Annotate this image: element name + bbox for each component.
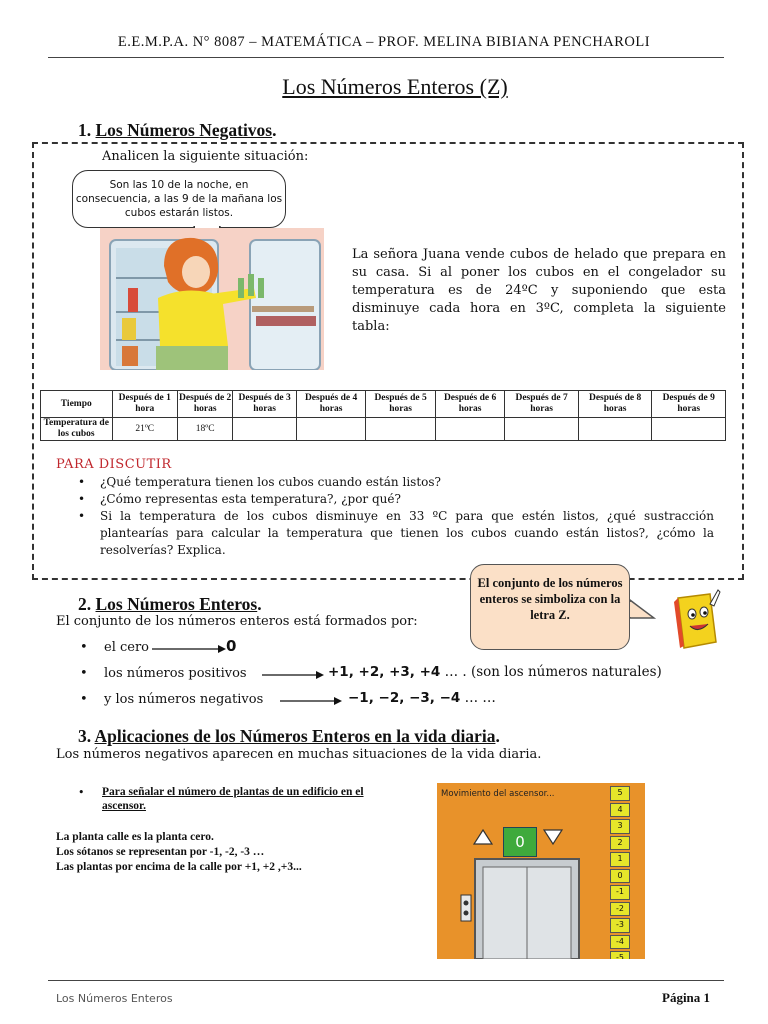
arrow-icon [152,642,226,656]
section-2-intro: El conjunto de los números enteros está formados por: [56,614,418,629]
table-cell [435,418,505,441]
table-cell: 21ºC [112,418,177,441]
elevator-display: 0 [503,827,537,857]
list-item: • [78,786,85,799]
list-item: • Si la temperatura de los cubos disminuye en 33 ºC para que estén listos, ¿qué sustracción plantearías para calcular la temperatura que tienen los cubos cuando están listos?, ¿cómo la resolverías? Explica. [74,508,714,559]
page-title: Los Números Enteros (Z) [282,74,508,99]
integer-type-value: +1, +2, +3, +4 [328,664,441,680]
section-3-heading: 3. Aplicaciones de los Números Enteros en la vida diaria. [78,726,500,746]
floor-button[interactable]: -3 [610,918,630,933]
table-cell [652,418,726,441]
table-header-cell: Después de 6 horas [435,391,505,418]
floor-line: Las plantas por encima de la calle por +1, +2 ,+3... [56,861,302,873]
list-item: • [80,692,88,707]
integer-type-value-row [348,690,496,706]
woman-fridge-illustration [100,228,324,370]
integer-type-value: −1, −2, −3, −4 [348,690,461,706]
floor-button[interactable]: 0 [610,869,630,884]
integer-type-label: y los números negativos [104,692,264,707]
floor-line: La planta calle es la planta cero. [56,831,214,843]
elevator-bullet: Para señalar el número de plantas de un edificio en el ascensor. [102,786,364,812]
floor-button[interactable]: -1 [610,885,630,900]
floor-button[interactable]: 3 [610,819,630,834]
page-header: E.E.M.P.A. N° 8087 – MATEMÁTICA – PROF. MELINA BIBIANA PENCHAROLI [117,34,651,50]
header-divider [48,57,724,58]
integer-type-note: … . (son los números naturales) [440,664,662,680]
table-cell: 18ºC [177,418,232,441]
arrow-icon [262,668,324,682]
floor-button[interactable]: -4 [610,935,630,950]
floor-explanation [56,830,302,875]
integer-type-label: el cero [104,640,149,655]
list-item: • ¿Cómo representas esta temperatura?, ¿por qué? [74,491,714,508]
note-box-tail [630,596,656,626]
floor-buttons [610,786,630,959]
integer-type-value: 0 [226,637,237,655]
list-item: • ¿Qué temperatura tienen los cubos cuando están listos? [74,474,714,491]
floor-button[interactable]: 2 [610,836,630,851]
table-cell [505,418,579,441]
integer-type-note: … … [460,690,496,706]
list-item: • [80,640,88,655]
table-row-label: Temperatura de los cubos [41,418,113,441]
section-1-heading: 1. Los Números Negativos. [78,120,277,140]
book-mascot-icon [666,584,722,650]
page-number: Página 1 [662,990,711,1005]
floor-button[interactable]: -2 [610,902,630,917]
floor-button[interactable]: 1 [610,852,630,867]
table-header-cell: Después de 2 horas [177,391,232,418]
integer-type-value-row [328,664,662,680]
footer-title: Los Números Enteros [56,992,173,1005]
table-header-cell: Después de 7 horas [505,391,579,418]
elevator-illustration [437,783,645,959]
section-2-heading: 2. Los Números Enteros. [78,594,262,614]
speech-bubble: Son las 10 de la noche, en consecuencia, a las 9 de la mañana los cubos estarán listos. [72,170,286,228]
section-1-intro: Analicen la siguiente situación: [102,149,309,164]
table-header-cell: Después de 8 horas [578,391,652,418]
floor-line: Los sótanos se representan por -1, -2, -3 … [56,846,265,858]
list-item: • [80,666,88,681]
floor-button[interactable]: -5 [610,951,630,959]
floor-button[interactable]: 4 [610,803,630,818]
problem-paragraph: La señora Juana vende cubos de helado que prepara en su casa. Si al poner los cubos en el congelador su temperatura es de 24ºC y suponiendo que esta disminuye cada hora en 3ºC, completa la siguiente tabla: [352,247,726,334]
floor-button[interactable]: 5 [610,786,630,801]
table-cell [296,418,366,441]
section-3-intro: Los números negativos aparecen en muchas situaciones de la vida diaria. [56,747,542,762]
table-header-cell: Después de 9 horas [652,391,726,418]
down-arrow-icon[interactable] [543,829,563,845]
arrow-icon [280,694,342,708]
integers-note-box: El conjunto de los números enteros se simboliza con la letra Z. [470,564,630,650]
elevator-caption: Movimiento del ascensor... [441,789,555,799]
table-cell [578,418,652,441]
discuss-list [74,474,714,559]
table-cell [366,418,436,441]
up-arrow-icon[interactable] [473,829,493,845]
discuss-heading: PARA DISCUTIR [56,457,172,472]
table-header-cell: Tiempo [41,391,113,418]
elevator-doors [451,855,603,959]
table-cell [233,418,296,441]
table-header-cell: Después de 1 hora [112,391,177,418]
integer-type-label: los números positivos [104,666,247,681]
temperature-table [40,390,726,441]
table-header-cell: Después de 5 horas [366,391,436,418]
table-header-cell: Después de 4 horas [296,391,366,418]
footer-divider [48,980,724,981]
table-header-cell: Después de 3 horas [233,391,296,418]
